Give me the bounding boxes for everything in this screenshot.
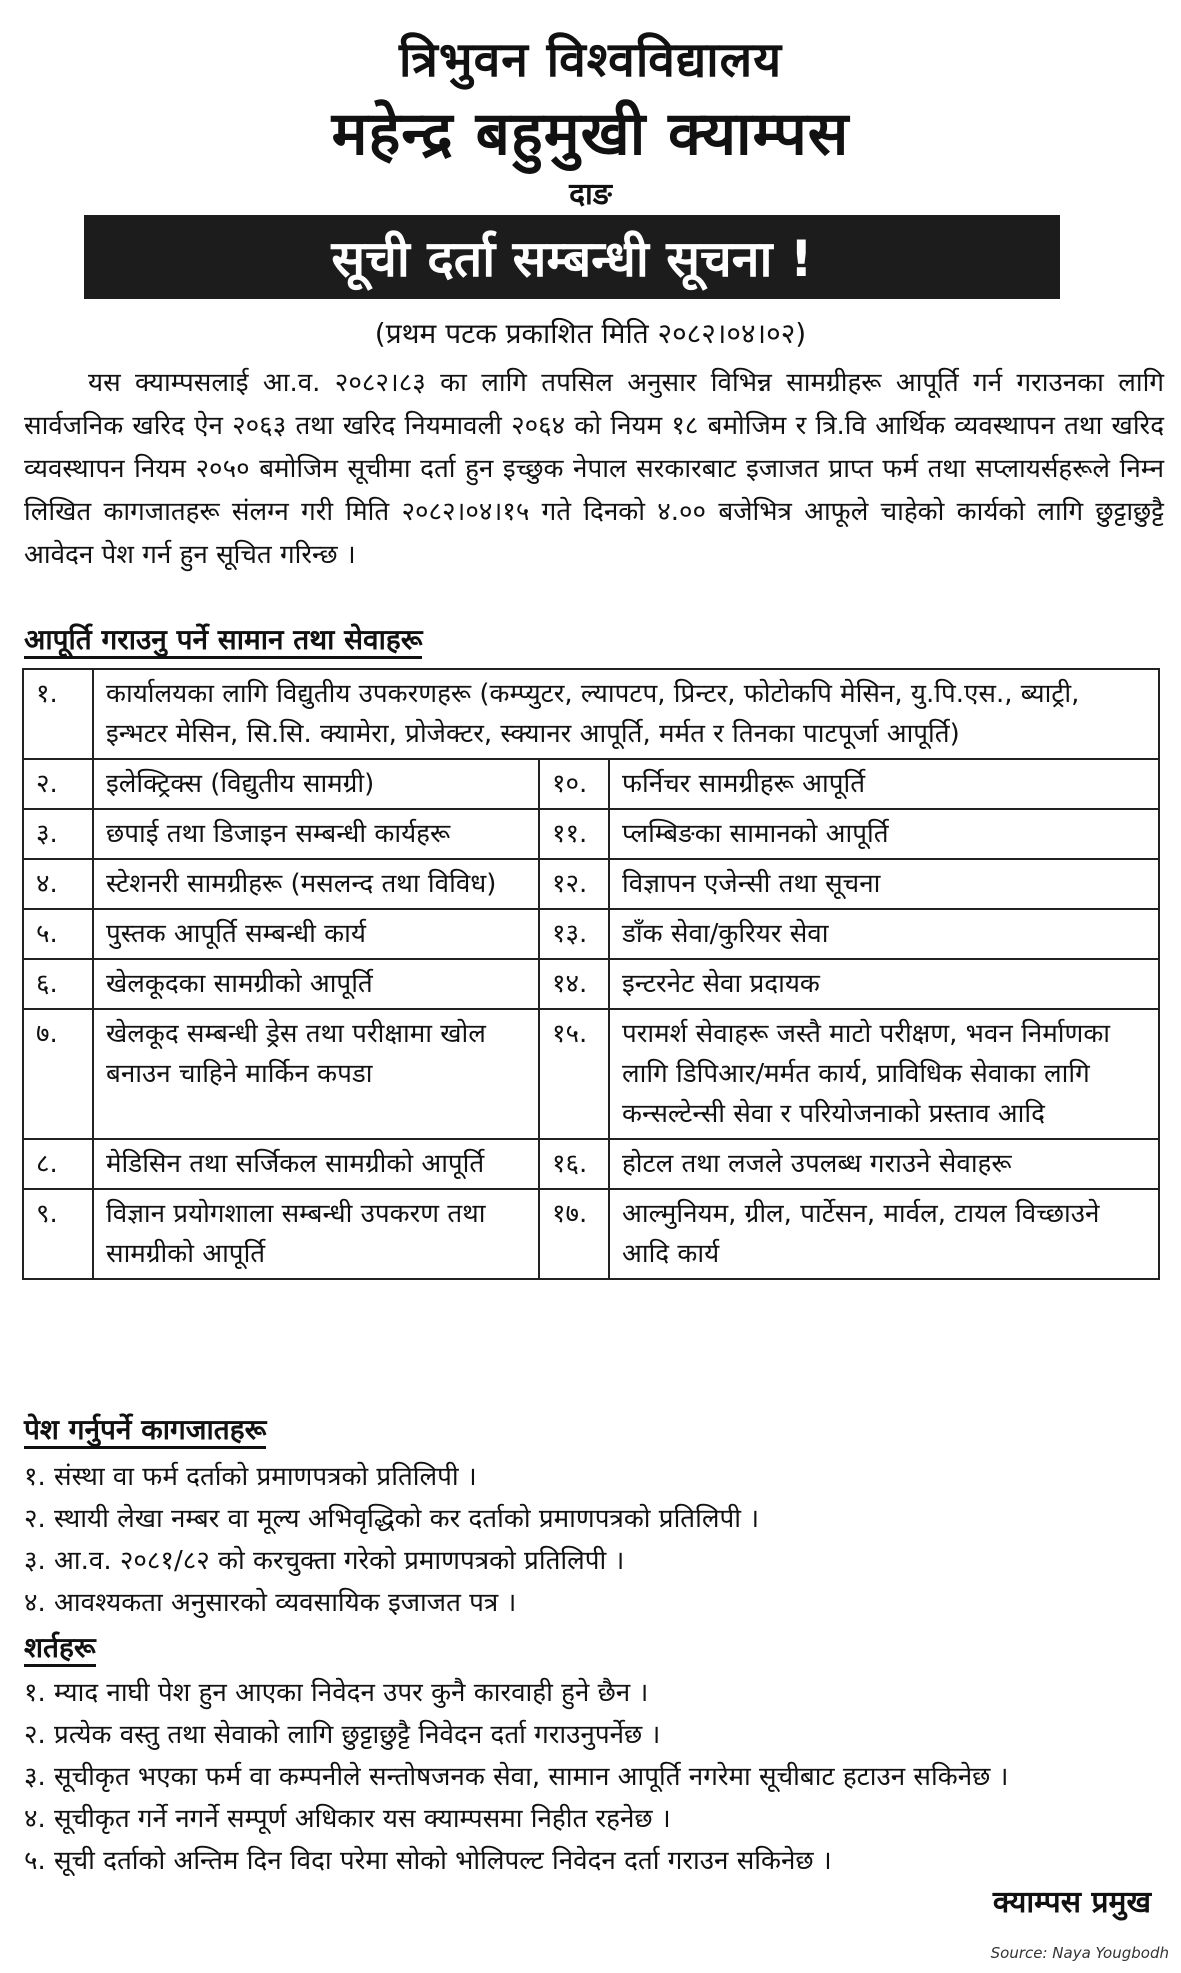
list-item: १. संस्था वा फर्म दर्ताको प्रमाणपत्रको प्रतिलिपी । — [24, 1462, 477, 1492]
table-row — [23, 909, 1159, 959]
publication-date: (प्रथम पटक प्रकाशित मिति २०८२।०४।०२) — [374, 317, 807, 350]
item-text: प्लम्बिङका सामानको आपूर्ति — [609, 809, 1159, 859]
table-row — [23, 1139, 1159, 1189]
list-item: ४. सूचीकृत गर्ने नगर्ने सम्पूर्ण अधिकार यस क्याम्पसमा निहीत रहनेछ । — [24, 1804, 671, 1834]
item-text: खेलकूद सम्बन्धी ड्रेस तथा परीक्षामा खोल बनाउन चाहिने मार्किन कपडा — [93, 1009, 539, 1139]
item-text: परामर्श सेवाहरू जस्तै माटो परीक्षण, भवन निर्माणका लागि डिपिआर/मर्मत कार्य, प्राविधिक सेवाका लागि कन्सल्टेन्सी सेवा र परियोजनाको प्रस्ताव आदि — [609, 1009, 1159, 1139]
item-number: ५. — [23, 909, 93, 959]
item-text: इलेक्ट्रिक्स (विद्युतीय सामग्री) — [93, 759, 539, 809]
item-number: १७. — [539, 1189, 609, 1279]
item-number: २. — [23, 759, 93, 809]
notice-title-banner — [84, 215, 1060, 299]
signature: क्याम्पस प्रमुख — [992, 1885, 1151, 1920]
item-number: ३. — [23, 809, 93, 859]
item-text: मेडिसिन तथा सर्जिकल सामग्रीको आपूर्ति — [93, 1139, 539, 1189]
item-text: आल्मुनियम, ग्रील, पार्टेसन, मार्वल, टायल विच्छाउने आदि कार्य — [609, 1189, 1159, 1279]
list-item: २. स्थायी लेखा नम्बर वा मूल्य अभिवृद्धिको कर दर्ताको प्रमाणपत्रको प्रतिलिपी । — [24, 1504, 760, 1534]
item-text: विज्ञापन एजेन्सी तथा सूचना — [609, 859, 1159, 909]
item-number: १६. — [539, 1139, 609, 1189]
intro-paragraph: यस क्याम्पसलाई आ.व. २०८२।८३ का लागि तपसिल अनुसार विभिन्न सामग्रीहरू आपूर्ति गर्न गराउनका लागि सार्वजनिक खरिद ऐन २०६३ तथा खरिद नियमावली २०६४ को नियम १८ बमोजिम र त्रि.वि आर्थिक व्यवस्थापन तथा खरिद व्यवस्थापन नियम २०५० बमोजिम सूचीमा दर्ता हुन इच्छुक नेपाल सरकारबाट इजाजत प्राप्त फर्म तथा सप्लायर्सहरूले निम्न लिखित कागजातहरू संलग्न गरी मिति २०८२।०४।१५ गते दिनको ४.०० बजेभित्र आफूले चाहेको कार्यको लागि छुट्टाछुट्टै आवेदन पेश गर्न हुन सूचित गरिन्छ । — [24, 368, 1164, 570]
item-number: १०. — [539, 759, 609, 809]
table-row — [23, 1189, 1159, 1279]
item-text: स्टेशनरी सामग्रीहरू (मसलन्द तथा विविध) — [93, 859, 539, 909]
source-credit: Source: Naya Yougbodh — [990, 1944, 1169, 1962]
list-item: १. म्याद नाघी पेश हुन आएका निवेदन उपर कुनै कारवाही हुने छैन । — [24, 1678, 649, 1708]
item-text: पुस्तक आपूर्ति सम्बन्धी कार्य — [93, 909, 539, 959]
item-number: १२. — [539, 859, 609, 909]
documents-section-title: पेश गर्नुपर्ने कागजातहरू — [24, 1410, 266, 1448]
table-row — [23, 809, 1159, 859]
item-text: होटल तथा लजले उपलब्ध गराउने सेवाहरू — [609, 1139, 1159, 1189]
item-number: ४. — [23, 859, 93, 909]
item-number: १३. — [539, 909, 609, 959]
university-name: त्रिभुवन विश्वविद्यालय — [398, 32, 783, 88]
list-item: ५. सूची दर्ताको अन्तिम दिन विदा परेमा सोको भोलिपल्ट निवेदन दर्ता गराउन सकिनेछ । — [24, 1846, 832, 1876]
list-item: ३. आ.व. २०८१/८२ को करचुक्ता गरेको प्रमाणपत्रको प्रतिलिपी । — [24, 1546, 625, 1576]
item-number: ९. — [23, 1189, 93, 1279]
item-text: डाँक सेवा/कुरियर सेवा — [609, 909, 1159, 959]
table-row — [23, 859, 1159, 909]
item-number: १५. — [539, 1009, 609, 1139]
item-text: इन्टरनेट सेवा प्रदायक — [609, 959, 1159, 1009]
item-number: ११. — [539, 809, 609, 859]
list-item: ४. आवश्यकता अनुसारको व्यवसायिक इजाजत पत्र । — [24, 1588, 517, 1618]
table-row — [23, 1009, 1159, 1139]
item-number: ६. — [23, 959, 93, 1009]
supply-table — [22, 668, 1160, 1280]
table-row — [23, 959, 1159, 1009]
item-text: विज्ञान प्रयोगशाला सम्बन्धी उपकरण तथा सामग्रीको आपूर्ति — [93, 1189, 539, 1279]
table-row — [23, 669, 1159, 759]
table-row — [23, 759, 1159, 809]
supply-section-title: आपूर्ति गराउनु पर्ने सामान तथा सेवाहरू — [24, 620, 422, 658]
item-text: खेलकूदका सामग्रीको आपूर्ति — [93, 959, 539, 1009]
documents-list — [24, 1456, 1164, 1624]
item-number: ७. — [23, 1009, 93, 1139]
item-text: फर्निचर सामग्रीहरू आपूर्ति — [609, 759, 1159, 809]
item-number: १. — [23, 669, 93, 759]
conditions-section-title: शर्तहरू — [24, 1628, 96, 1666]
list-item: २. प्रत्येक वस्तु तथा सेवाको लागि छुट्टाछुट्टै निवेदन दर्ता गराउनुपर्नेछ । — [24, 1720, 661, 1750]
campus-name: महेन्द्र बहुमुखी क्याम्पस — [331, 99, 850, 169]
item-number: ८. — [23, 1139, 93, 1189]
campus-location: दाङ — [569, 177, 612, 212]
list-item: ३. सूचीकृत भएका फर्म वा कम्पनीले सन्तोषजनक सेवा, सामान आपूर्ति नगरेमा सूचीबाट हटाउन सकिनेछ । — [24, 1762, 1009, 1792]
conditions-list — [24, 1672, 1164, 1882]
item-number: १४. — [539, 959, 609, 1009]
item-text: छपाई तथा डिजाइन सम्बन्धी कार्यहरू — [93, 809, 539, 859]
notice-title: सूची दर्ता सम्बन्धी सूचना ! — [331, 230, 813, 288]
item-text: कार्यालयका लागि विद्युतीय उपकरणहरू (कम्प्युटर, ल्यापटप, प्रिन्टर, फोटोकपि मेसिन, यु.पि.एस., ब्याट्री, इन्भटर मेसिन, सि.सि. क्यामेरा, प्रोजेक्टर, स्क्यानर आपूर्ति, मर्मत र तिनका पाटपूर्जा आपूर्ति) — [93, 669, 1159, 759]
